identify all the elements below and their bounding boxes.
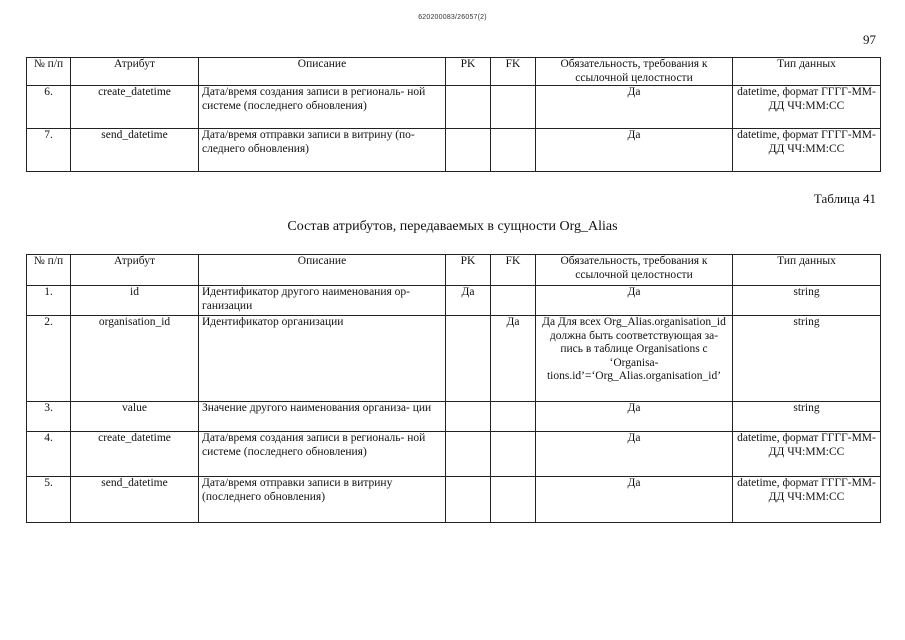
cell-description: Дата/время отправки записи в витрину (последнего обновления) <box>199 477 446 523</box>
cell-description: Дата/время создания записи в региональ- ной системе (последнего обновления) <box>199 86 446 129</box>
cell-attribute: send_datetime <box>71 129 199 172</box>
cell-description: Дата/время создания записи в региональ- ной системе (последнего обновления) <box>199 432 446 477</box>
table-row <box>27 402 881 432</box>
cell-fk <box>491 432 536 477</box>
cell-num: 2. <box>27 316 71 402</box>
cell-fk: Да <box>491 316 536 402</box>
cell-attribute: value <box>71 402 199 432</box>
cell-fk <box>491 286 536 316</box>
col-header-fk: FK <box>491 255 536 286</box>
col-header-pk: PK <box>446 255 491 286</box>
table-row <box>27 86 881 129</box>
cell-attribute: create_datetime <box>71 432 199 477</box>
col-header-num: № п/п <box>27 58 71 86</box>
cell-description: Дата/время отправки записи в витрину (по- следнего обновления) <box>199 129 446 172</box>
table-title: Состав атрибутов, передаваемых в сущности Org_Alias <box>287 219 618 234</box>
col-header-pk: PK <box>446 58 491 86</box>
cell-requirement: Да <box>536 286 733 316</box>
cell-data-type: datetime, формат ГГГГ-ММ-ДД ЧЧ:ММ:СС <box>733 129 881 172</box>
table-row <box>27 286 881 316</box>
cell-description: Идентификатор другого наименования ор- ганизации <box>199 286 446 316</box>
page-number: 97 <box>863 32 876 47</box>
cell-data-type: string <box>733 286 881 316</box>
cell-data-type: string <box>733 316 881 402</box>
cell-num: 1. <box>27 286 71 316</box>
cell-data-type: datetime, формат ГГГГ-ММ-ДД ЧЧ:ММ:СС <box>733 86 881 129</box>
cell-data-type: string <box>733 402 881 432</box>
table-row <box>27 432 881 477</box>
cell-requirement: Да <box>536 477 733 523</box>
cell-description: Значение другого наименования организа- ции <box>199 402 446 432</box>
cell-requirement: Да <box>536 432 733 477</box>
col-header-description: Описание <box>199 58 446 86</box>
cell-fk <box>491 129 536 172</box>
col-header-attribute: Атрибут <box>71 255 199 286</box>
table-row <box>27 316 881 402</box>
cell-attribute: organisation_id <box>71 316 199 402</box>
col-header-data-type: Тип данных <box>733 58 881 86</box>
cell-requirement: Да <box>536 86 733 129</box>
cell-fk <box>491 86 536 129</box>
cell-pk <box>446 477 491 523</box>
table-header-row <box>27 58 881 86</box>
col-header-attribute: Атрибут <box>71 58 199 86</box>
cell-description: Идентификатор организации <box>199 316 446 402</box>
cell-num: 7. <box>27 129 71 172</box>
cell-num: 6. <box>27 86 71 129</box>
cell-fk <box>491 402 536 432</box>
cell-pk: Да <box>446 286 491 316</box>
cell-num: 5. <box>27 477 71 523</box>
cell-pk <box>446 402 491 432</box>
cell-num: 3. <box>27 402 71 432</box>
cell-data-type: datetime, формат ГГГГ-ММ-ДД ЧЧ:ММ:СС <box>733 432 881 477</box>
col-header-requirement: Обязательность, требования к ссылочной целостности <box>536 58 733 86</box>
table-row <box>27 477 881 523</box>
cell-requirement: Да <box>536 129 733 172</box>
cell-pk <box>446 316 491 402</box>
table-header-row <box>27 255 881 286</box>
cell-requirement: Да Для всех Org_Alias.organisation_id должна быть соответствующая за- пись в таблице Organisations с ‘Organisa- tions.id’=‘Org_Alias.organisation_id’ <box>536 316 733 402</box>
col-header-description: Описание <box>199 255 446 286</box>
table-row <box>27 129 881 172</box>
cell-pk <box>446 129 491 172</box>
col-header-data-type: Тип данных <box>733 255 881 286</box>
cell-requirement: Да <box>536 402 733 432</box>
cell-fk <box>491 477 536 523</box>
document-id: 620200083/26057(2) <box>418 14 487 21</box>
table-caption: Таблица 41 <box>813 191 876 206</box>
col-header-requirement: Обязательность, требования к ссылочной целостности <box>536 255 733 286</box>
cell-pk <box>446 86 491 129</box>
cell-pk <box>446 432 491 477</box>
col-header-num: № п/п <box>27 255 71 286</box>
cell-data-type: datetime, формат ГГГГ-ММ-ДД ЧЧ:ММ:СС <box>733 477 881 523</box>
attributes-table-continued <box>26 57 881 172</box>
col-header-fk: FK <box>491 58 536 86</box>
attributes-table-org-alias <box>26 254 881 523</box>
cell-attribute: send_datetime <box>71 477 199 523</box>
cell-num: 4. <box>27 432 71 477</box>
cell-attribute: id <box>71 286 199 316</box>
cell-attribute: create_datetime <box>71 86 199 129</box>
